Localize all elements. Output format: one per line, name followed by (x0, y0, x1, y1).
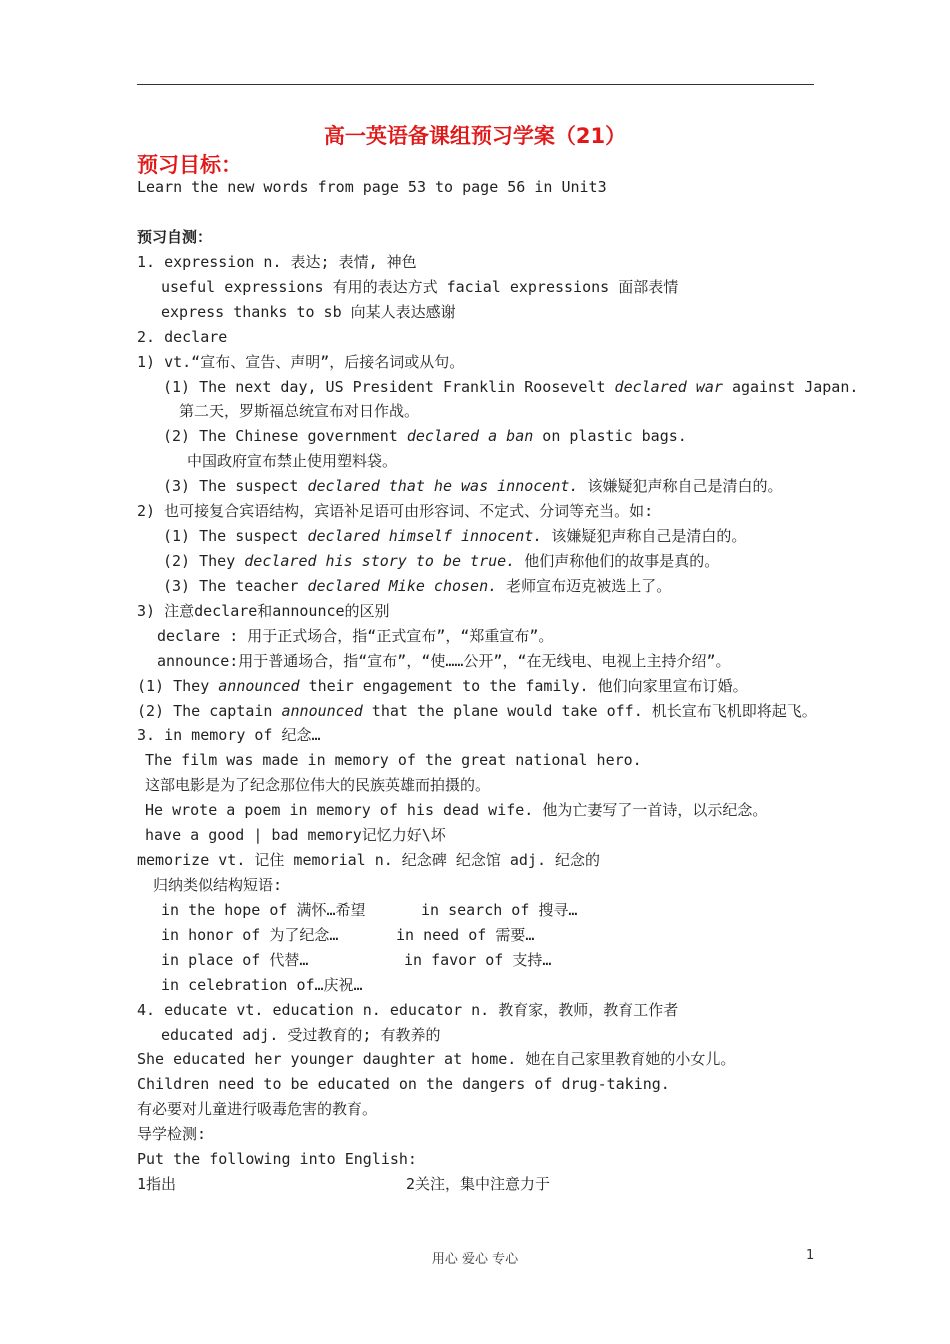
memory-example-2: He wrote a poem in memory of his dead wife. 他为亡妻写了一首诗，以示纪念。 (145, 801, 768, 819)
announce-example-1: (1) They announced their engagement to the family. 他们向家里宣布订婚。 (137, 677, 748, 695)
check-item-1: 1指出 (137, 1175, 177, 1193)
declare-example-1: (1) The next day, US President Franklin Roosevelt declared war against Japan. (163, 378, 859, 396)
phrase-in-the-hope-of: in the hope of 满怀…希望 (161, 901, 366, 919)
declare-sense-3: 3) 注意declare和announce的区别 (137, 602, 390, 620)
header-rule (137, 84, 814, 85)
educate-example-2: Children need to be educated on the dangers of drug-taking. (137, 1075, 670, 1093)
phrase-in-place-of: in place of 代替… (161, 951, 309, 969)
declare-head: 2. declare (137, 328, 228, 346)
declare-example-3: (3) The suspect declared that he was innocent. 该嫌疑犯声称自己是清白的。 (163, 477, 783, 495)
expression-phrases: useful expressions 有用的表达方式 facial expressions 面部表情 (161, 278, 679, 296)
phrase-in-favor-of: in favor of 支持… (404, 951, 552, 969)
announce-example-2: (2) The captain announced that the plane would take off. 机长宣布飞机即将起飞。 (137, 702, 817, 720)
declare-example-2-cn: 中国政府宣布禁止使用塑料袋。 (187, 452, 398, 470)
declare-example-4: (1) The suspect declared himself innocent. 该嫌疑犯声称自己是清白的。 (163, 527, 747, 545)
declare-example-2: (2) The Chinese government declared a ban on plastic bags. (163, 427, 687, 445)
educated-definition: educated adj. 受过教育的; 有教养的 (161, 1026, 441, 1044)
declare-sense-1: 1) vt.“宣布、宣告、声明”，后接名词或从句。 (137, 353, 465, 371)
expression-thanks: express thanks to sb 向某人表达感谢 (161, 303, 456, 321)
educate-example-2-cn: 有必要对儿童进行吸毒危害的教育。 (137, 1100, 378, 1118)
memory-summary: 归纳类似结构短语: (153, 876, 283, 894)
phrase-in-celebration-of: in celebration of…庆祝… (161, 976, 363, 994)
declare-example-1-cn: 第二天，罗斯福总统宣布对日作战。 (179, 402, 420, 420)
memory-related-words: memorize vt. 记住 memorial n. 纪念碑 纪念馆 adj. 纪念的 (137, 851, 601, 869)
memory-example-1-cn: 这部电影是为了纪念那位伟大的民族英雄而拍摄的。 (145, 776, 491, 794)
check-instruction: Put the following into English: (137, 1150, 417, 1168)
footer-text: 用心 爱心 专心 (431, 1252, 519, 1267)
declare-difference: declare : 用于正式场合，指“正式宣布”，“郑重宣布”。 (157, 627, 554, 645)
page-number: 1 (806, 1248, 815, 1263)
phrase-in-need-of: in need of 需要… (396, 926, 535, 944)
goal-heading: 预习目标： (137, 153, 242, 177)
memory-head: 3. in memory of 纪念… (137, 726, 321, 744)
declare-sense-2: 2) 也可接复合宾语结构，宾语补足语可由形容词、不定式、分词等充当。如: (137, 502, 654, 520)
memory-example-1: The film was made in memory of the great national hero. (145, 751, 642, 769)
educate-example-1: She educated her younger daughter at home. 她在自己家里教育她的小女儿。 (137, 1050, 736, 1068)
page-title: 高一英语备课组预习学案（21） (323, 124, 627, 148)
phrase-in-search-of: in search of 搜寻… (421, 901, 578, 919)
self-test-heading: 预习自测： (137, 228, 213, 246)
announce-difference: announce:用于普通场合，指“宣布”，“使……公开”，“在无线电、电视上主持介绍”。 (157, 652, 731, 670)
declare-example-6: (3) The teacher declared Mike chosen. 老师宣布迈克被选上了。 (163, 577, 672, 595)
memory-example-3: have a good | bad memory记忆力好\坏 (145, 826, 446, 844)
phrase-in-honor-of: in honor of 为了纪念… (161, 926, 339, 944)
expression-head: 1. expression n. 表达; 表情, 神色 (137, 253, 417, 271)
goal-text: Learn the new words from page 53 to page 56 in Unit3 (137, 178, 607, 196)
declare-example-5: (2) They declared his story to be true. 他们声称他们的故事是真的。 (163, 552, 720, 570)
check-item-2: 2关注，集中注意力于 (406, 1175, 551, 1193)
check-heading: 导学检测: (137, 1125, 207, 1143)
educate-head: 4. educate vt. education n. educator n. 教育家，教师，教育工作者 (137, 1001, 679, 1019)
